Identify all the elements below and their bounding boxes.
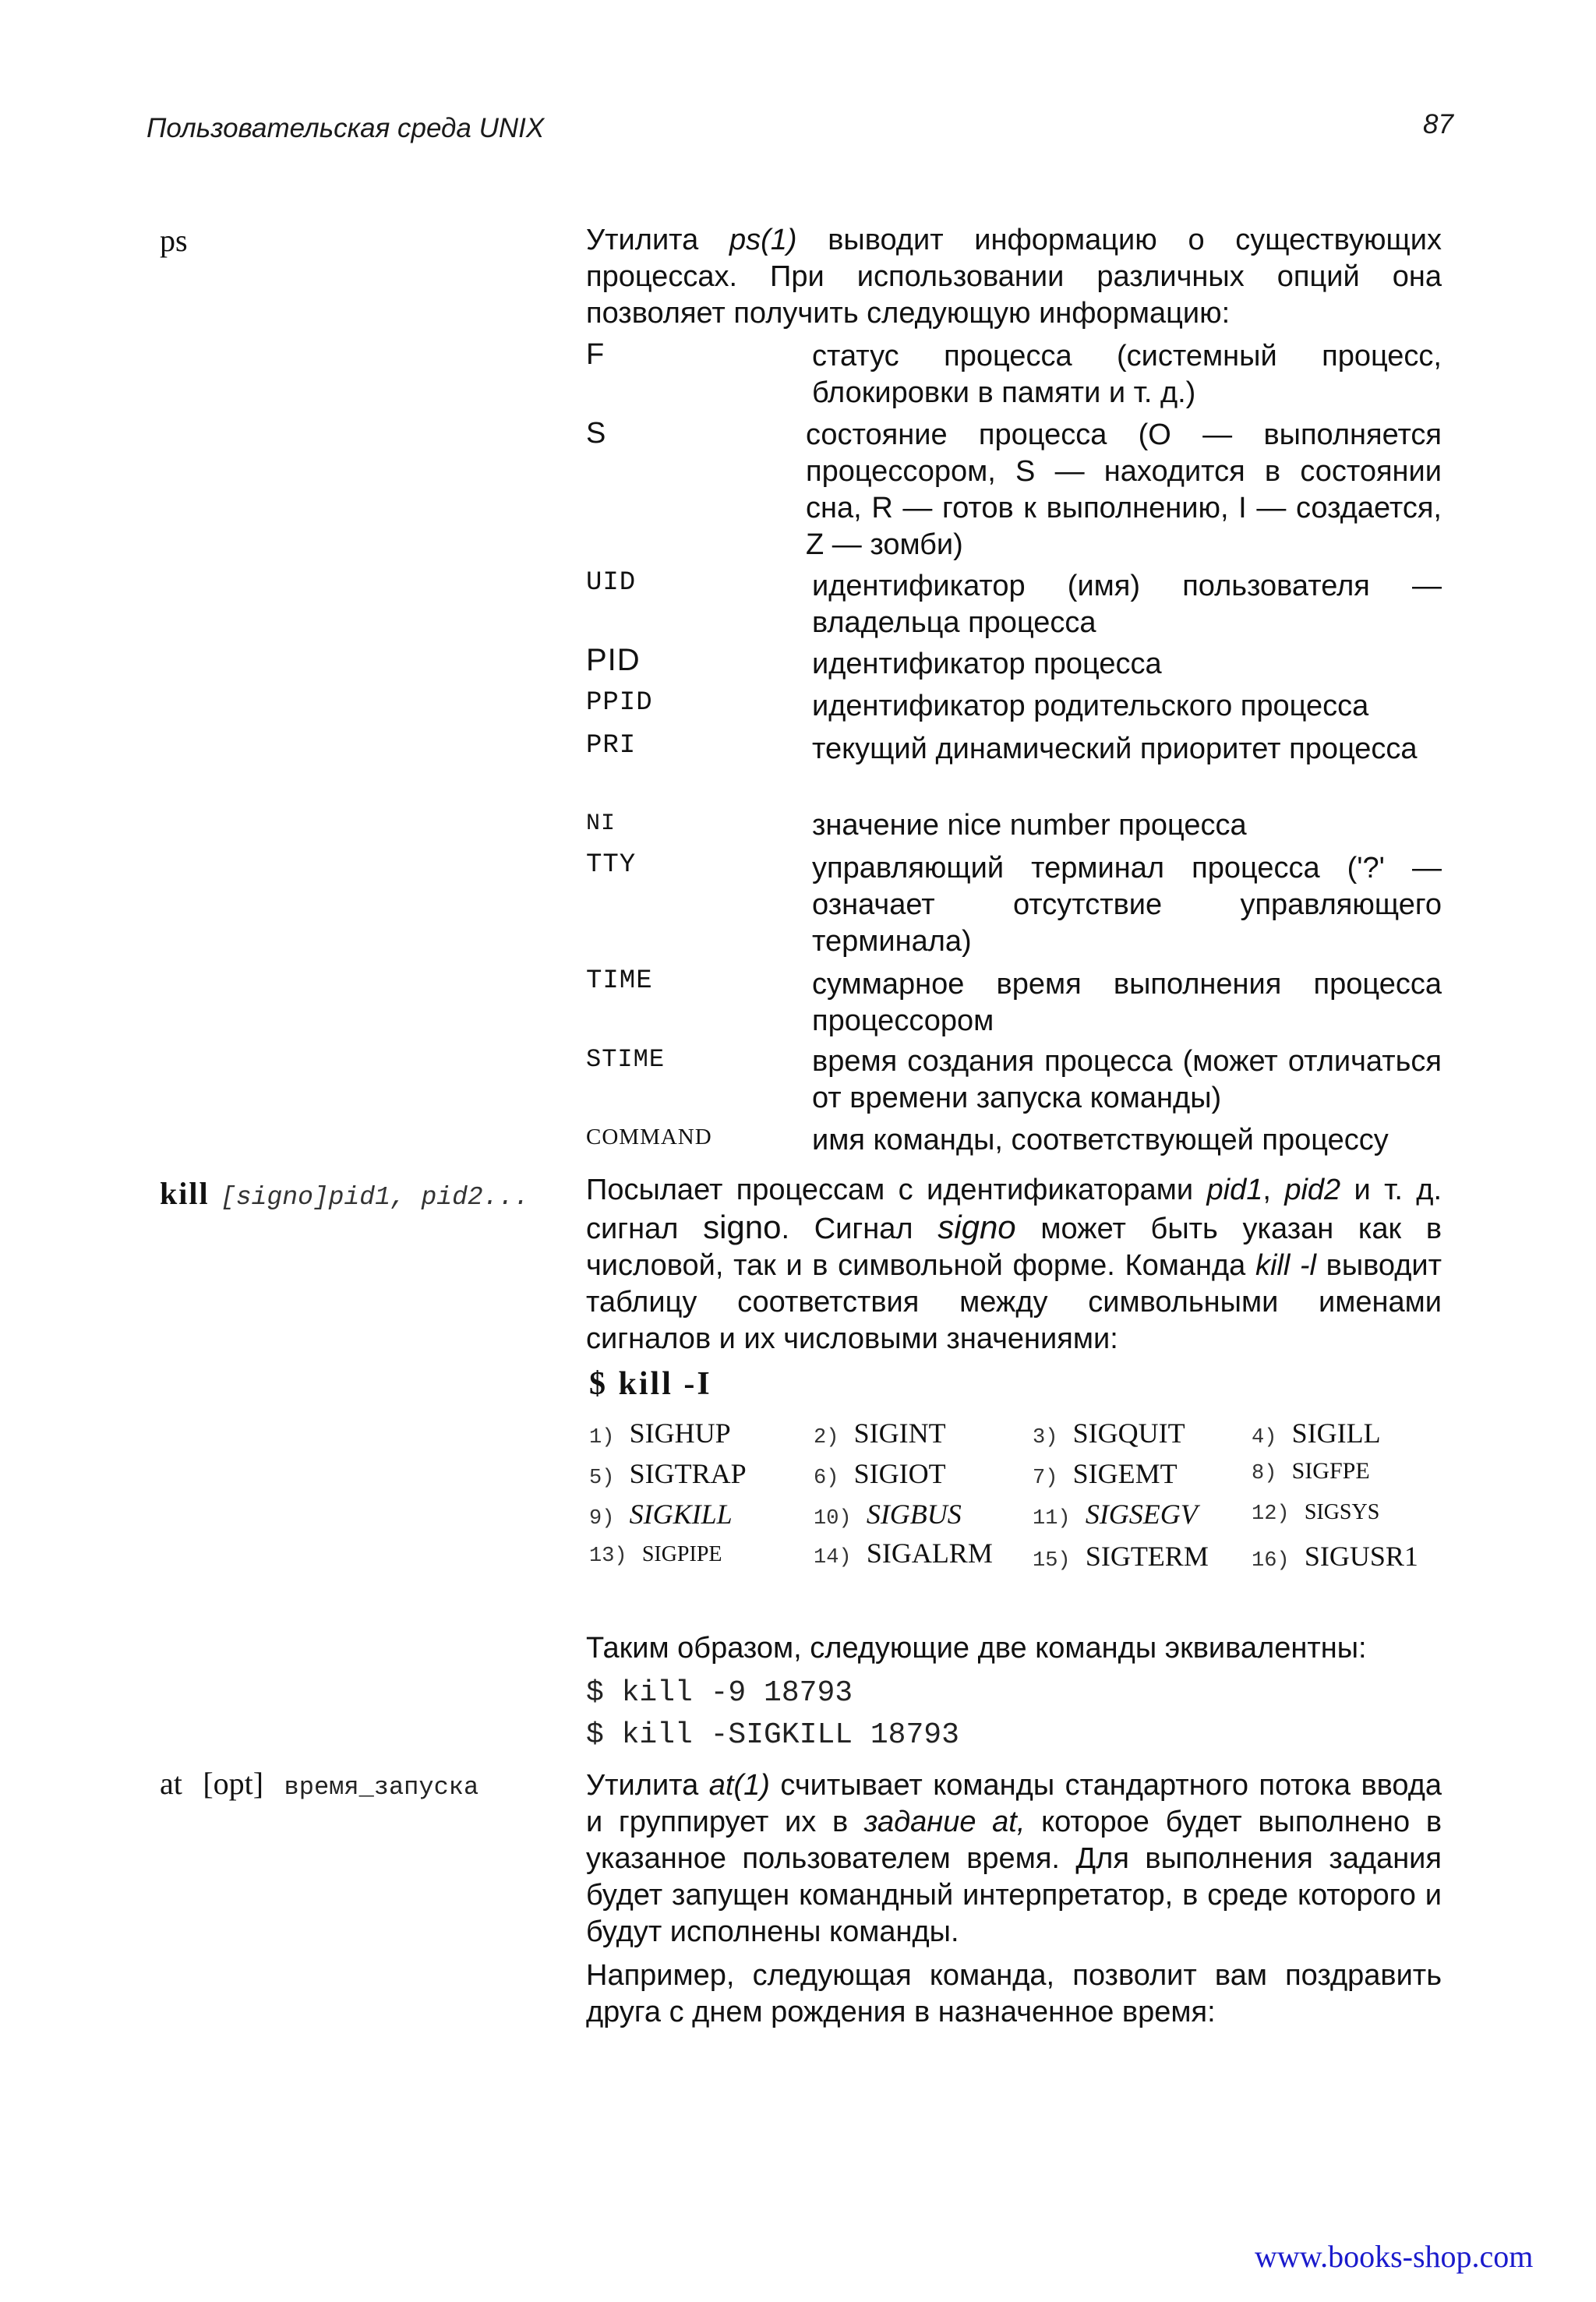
param-name: TTY	[586, 850, 637, 880]
param-desc: статус процесса (системный процесс, блокировки в памяти и т. д.)	[812, 340, 1442, 409]
code-line-1: $ kill -9 18793	[586, 1676, 853, 1710]
ps-man-ref: ps(1)	[729, 224, 797, 256]
ps-description	[586, 222, 1442, 332]
text-run: at(1)	[708, 1769, 770, 1802]
param-desc: идентификатор (имя) пользователя — владельца процесса	[812, 570, 1442, 639]
param-desc: время создания процесса (может отличаться от времени запуска команды)	[812, 1045, 1442, 1114]
kill-description	[586, 1172, 1442, 1358]
signal-name: SIGUSR1	[1304, 1541, 1418, 1572]
signal-cell	[814, 1537, 993, 1570]
param-name: STIME	[586, 1045, 666, 1074]
text-run: и т. д. сигнал	[586, 1174, 1442, 1245]
signal-number: 8)	[1252, 1462, 1277, 1485]
signal-number: 11)	[1033, 1507, 1071, 1531]
signal-number: 4)	[1252, 1426, 1277, 1449]
text-run: задание at,	[863, 1806, 1026, 1838]
signal-name: SIGINT	[853, 1418, 946, 1449]
term-kill	[160, 1175, 529, 1212]
signal-name: SIGPIPE	[641, 1542, 722, 1566]
signal-cell	[1252, 1540, 1418, 1573]
signal-name: SIGFPE	[1291, 1458, 1370, 1484]
signal-number: 16)	[1252, 1549, 1290, 1573]
signal-cell	[1033, 1498, 1198, 1531]
signal-number: 9)	[589, 1507, 615, 1531]
signal-number: 12)	[1252, 1502, 1290, 1526]
param-desc: управляющий терминал процесса ('?' — означает отсутствие управляющего терминала)	[812, 852, 1442, 958]
signal-cell	[1033, 1417, 1185, 1450]
signal-number: 10)	[814, 1507, 852, 1531]
param-name: S	[586, 417, 607, 450]
text-run: Посылает процессам с идентификаторами	[586, 1174, 1207, 1206]
text-run: kill -l	[1255, 1249, 1316, 1282]
param-name: PID	[586, 643, 641, 677]
signal-cell	[589, 1417, 731, 1450]
signal-name: SIGEMT	[1072, 1458, 1178, 1489]
signal-name: SIGHUP	[629, 1418, 731, 1449]
signal-number: 5)	[589, 1467, 615, 1490]
signal-name: SIGQUIT	[1072, 1418, 1185, 1449]
at-description	[586, 1767, 1442, 1951]
param-desc: текущий динамический приоритет процесса	[812, 733, 1418, 765]
kill-command: kill	[160, 1176, 210, 1211]
page-number: 87	[1423, 109, 1453, 139]
kill-list-command: $ kill -I	[589, 1366, 712, 1402]
ps-intro-1: Утилита	[586, 224, 729, 256]
signal-name: SIGSEGV	[1085, 1499, 1198, 1530]
text-run: считывает команды стандартного потока ввода и группирует их в	[586, 1769, 1442, 1838]
at-option: [opt]	[203, 1766, 264, 1801]
signal-cell	[1033, 1540, 1209, 1573]
text-run: выводит таблицу соответствия между символьными именами сигналов и их числовыми значениями:	[586, 1249, 1442, 1355]
signal-cell	[814, 1457, 946, 1491]
signal-name: SIGALRM	[866, 1538, 993, 1569]
running-header-title: Пользовательская среда UNIX	[147, 113, 545, 143]
at-example-intro: Например, следующая команда, позволит вам поздравить друга с днем рождения в назначенное время:	[586, 1959, 1442, 2028]
param-name: UID	[586, 568, 637, 598]
text-run: ,	[1262, 1174, 1285, 1206]
param-name: F	[586, 338, 606, 371]
signal-cell	[814, 1498, 962, 1531]
text-run: может быть указан как в числовой, так и в символьной форме. Команда	[586, 1213, 1442, 1282]
param-desc: суммарное время выполнения процесса процессором	[812, 968, 1442, 1037]
signal-cell	[1033, 1457, 1178, 1491]
text-run: pid2	[1284, 1174, 1341, 1206]
param-name: PRI	[586, 731, 637, 761]
param-name: TIME	[586, 966, 653, 996]
text-run: pid1	[1206, 1174, 1263, 1206]
signal-name: SIGTRAP	[629, 1458, 747, 1489]
signal-name: SIGIOT	[853, 1458, 946, 1489]
signal-number: 6)	[814, 1467, 839, 1490]
signal-name: SIGSYS	[1304, 1500, 1380, 1524]
signal-cell	[1252, 1417, 1381, 1450]
signal-name: SIGKILL	[629, 1499, 733, 1530]
signal-cell	[589, 1457, 747, 1491]
param-desc: идентификатор процесса	[812, 648, 1162, 680]
param-name: COMMAND	[586, 1125, 712, 1149]
equivalence-text: Таким образом, следующие две команды эквивалентны:	[586, 1632, 1367, 1665]
signal-name: SIGBUS	[866, 1499, 962, 1530]
code-line-2: $ kill -SIGKILL 18793	[586, 1718, 959, 1752]
text-run: signo	[937, 1209, 1016, 1245]
term-at	[160, 1765, 478, 1802]
signal-number: 13)	[589, 1545, 627, 1568]
text-run: которое будет выполнено в указанное пользователем время. Для выполнения задания будет запущен командный интерпретатор, в среде которого и будут исполнены команды.	[586, 1806, 1442, 1948]
signal-number: 14)	[814, 1546, 852, 1569]
signal-number: 3)	[1033, 1426, 1058, 1449]
param-name: NI	[586, 810, 616, 837]
signal-number: 1)	[589, 1426, 615, 1449]
param-desc: идентификатор родительского процесса	[812, 690, 1369, 722]
signal-name: SIGILL	[1291, 1418, 1381, 1449]
at-argument: время_запуска	[284, 1773, 479, 1802]
footer-link[interactable]: www.books-shop.com	[1255, 2239, 1534, 2274]
param-name: PPID	[586, 688, 653, 718]
term-ps: ps	[160, 223, 188, 258]
text-run: signo	[703, 1209, 782, 1245]
ps-intro-2: выводит информацию о существующих процессах. При использовании различных опций она позволяет получить следующую информацию:	[586, 224, 1442, 330]
signal-cell	[589, 1498, 733, 1531]
at-command: at	[160, 1766, 182, 1801]
signal-name: SIGTERM	[1085, 1541, 1209, 1572]
param-desc: значение nice number процесса	[812, 809, 1247, 842]
param-desc: имя команды, соответствующей процессу	[812, 1124, 1389, 1156]
signal-number: 2)	[814, 1426, 839, 1449]
signal-number: 15)	[1033, 1549, 1071, 1573]
signal-cell	[589, 1540, 722, 1569]
kill-arguments: [signo]pid1, pid2...	[221, 1183, 530, 1212]
signal-number: 7)	[1033, 1467, 1058, 1490]
signal-cell	[1252, 1457, 1370, 1486]
signal-cell	[814, 1417, 946, 1450]
text-run: . Сигнал	[781, 1213, 938, 1245]
param-desc: состояние процесса (О — выполняется процессором, S — находится в состоянии сна, R — готов к выполнению, I — создается, Z — зомби)	[806, 418, 1442, 561]
text-run: Утилита	[586, 1769, 709, 1802]
signal-cell	[1252, 1498, 1379, 1527]
